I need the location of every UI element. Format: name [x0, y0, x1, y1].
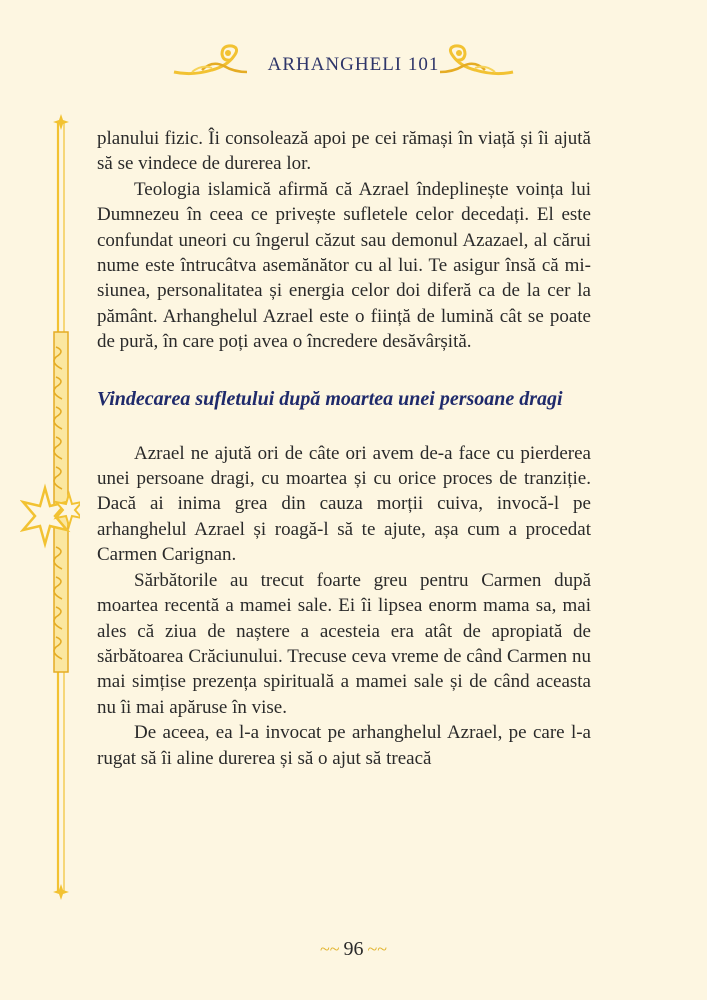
paragraph-1: planului fizic. Îi consolează apoi pe cei rămași în viață și îi ajută să se vindece de durerea lor.: [97, 128, 591, 175]
running-header: [0, 42, 707, 86]
page-footer: [0, 938, 707, 961]
header-title: ARHANGHELI 101: [267, 54, 440, 75]
page-number: 96: [343, 938, 364, 960]
paragraph-4: Sărbătorile au trecut foarte greu pentru Carmen după moartea recentă a mamei sale. Ei îi lipsea enorm mama sa, mai ales că ziua de naștere a acesteia era atât de apropiată de sărbătoarea Crăciunului. Trecuse ceva vreme de când Carmen nu mai simțise prezența spirituală a mamei sale și de când aceasta nu îi mai apăruse în vise.: [97, 569, 591, 718]
paragraph-3: Azrael ne ajută ori de câte ori avem de-a face cu pierderea unei persoane dragi, cu moartea și cu orice proces de tranziție. Dacă ai inima grea din cauza morții cuiva, invocă-l pe arhanghelul Azrael și roagă-l să te ajute, așa cum a procedat Carmen Carignan.: [97, 442, 591, 566]
vertical-border-ornament: [20, 112, 80, 902]
section-heading: Vindecarea sufletului după moartea unei persoane dragi: [97, 387, 563, 410]
paragraph-5: De aceea, ea l-a invocat pe arhanghelul Azrael, pe care l-a rugat să îi aline durerea și să o ajut să treacă: [97, 722, 591, 769]
right-scroll-ornament-icon: [435, 42, 515, 82]
tilde-ornament-icon: ~~: [320, 939, 340, 959]
tilde-ornament-icon: ~~: [367, 939, 387, 959]
paragraph-2: Teologia islamică afirmă că Azrael îndeplinește voința lui Dumnezeu în ceea ce privește sufletele celor decedați. El este confundat uneori cu îngerul căzut sau demonul Azazael, al cărui nume este întrucâtva asemănător cu al lui. Te asigur însă că misiunea, personalitatea și energia celor doi diferă ca de la cer la pământ. Arhanghelul Azrael este o ființă de lumină cât se poate de pură, în care poți avea o încredere desăvârșită.: [97, 178, 591, 353]
page-body: [97, 126, 591, 771]
